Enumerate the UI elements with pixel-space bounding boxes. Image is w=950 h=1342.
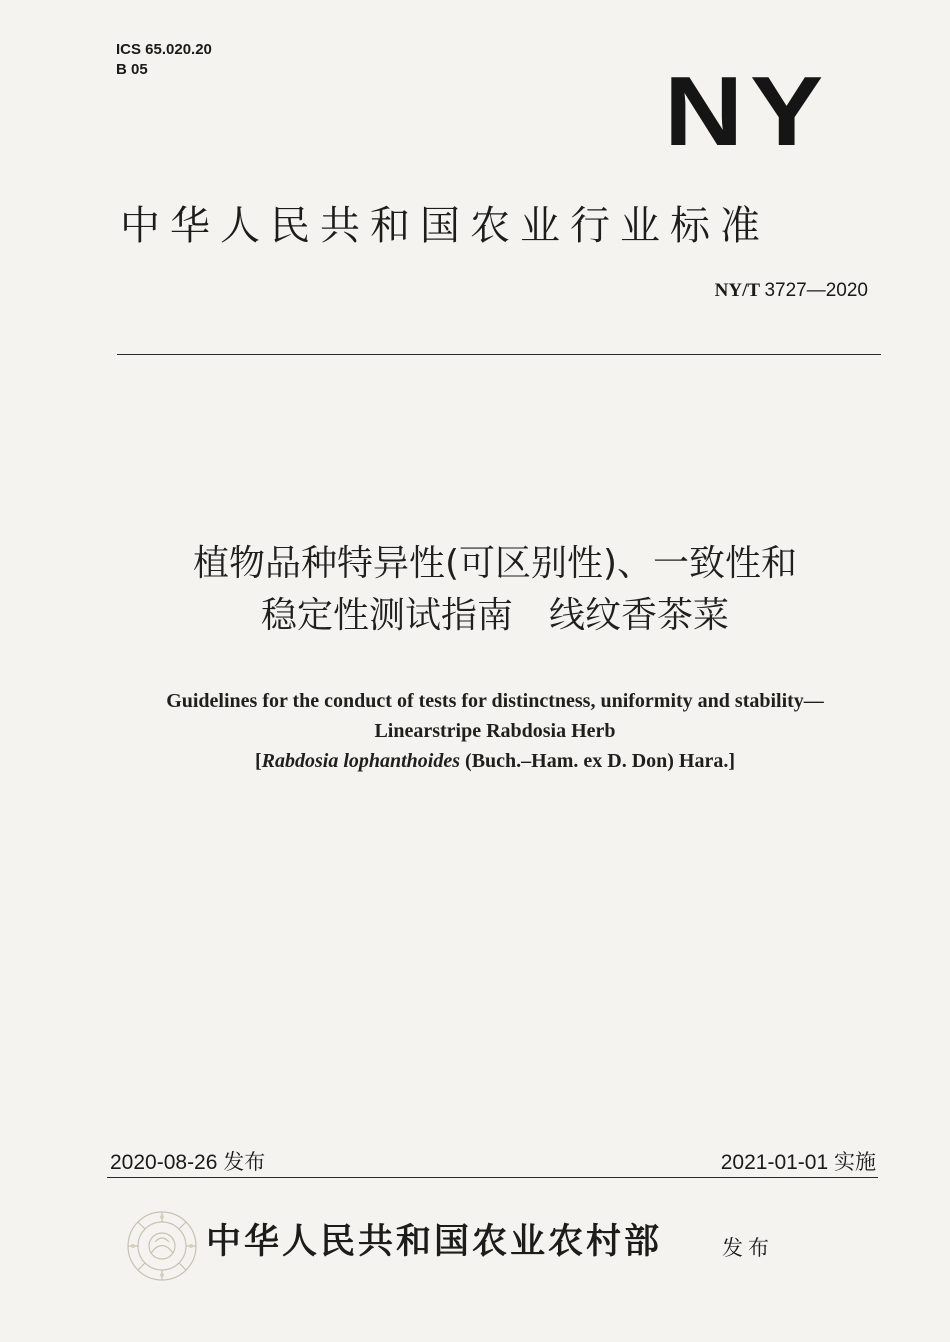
chinese-title (0, 538, 950, 642)
english-title (0, 686, 950, 776)
ics-code: ICS 65.020.20 (116, 41, 212, 58)
issuing-authority: 中华人民共和国农业农村部 (206, 1221, 663, 1262)
classification-codes (116, 40, 212, 80)
issue-date: 2020-08-26 发布 (110, 1151, 266, 1174)
english-title-line-3 (0, 746, 950, 776)
english-title-line-1: Guidelines for the conduct of tests for distinctness, uniformity and stability— (166, 690, 824, 712)
standard-code-number: 3727—2020 (764, 280, 868, 301)
chinese-title-line-2: 稳定性测试指南 线纹香茶菜 (260, 595, 729, 636)
footer-divider (107, 1177, 878, 1178)
chinese-title-line-1: 植物品种特异性(可区别性)、一致性和 (192, 543, 798, 584)
issued-label: 发布 (722, 1236, 774, 1260)
english-title-line-2: Linearstripe Rabdosia Herb (374, 720, 616, 742)
ccs-code: B 05 (116, 61, 148, 78)
bracket-open: [ (254, 750, 262, 772)
latin-name: Rabdosia lophanthoides (261, 750, 461, 772)
header-divider (117, 354, 881, 355)
latin-authority: (Buch.–Ham. ex D. Don) Hara.] (460, 750, 736, 772)
standard-code (715, 280, 868, 302)
standard-mark-logo: NY (664, 56, 830, 166)
ministry-emblem-icon (124, 1208, 200, 1284)
standard-category-title: 中华人民共和国农业行业标准 (120, 203, 770, 249)
standard-code-prefix: NY/T (714, 280, 760, 301)
effective-date: 2021-01-01 实施 (720, 1151, 876, 1174)
